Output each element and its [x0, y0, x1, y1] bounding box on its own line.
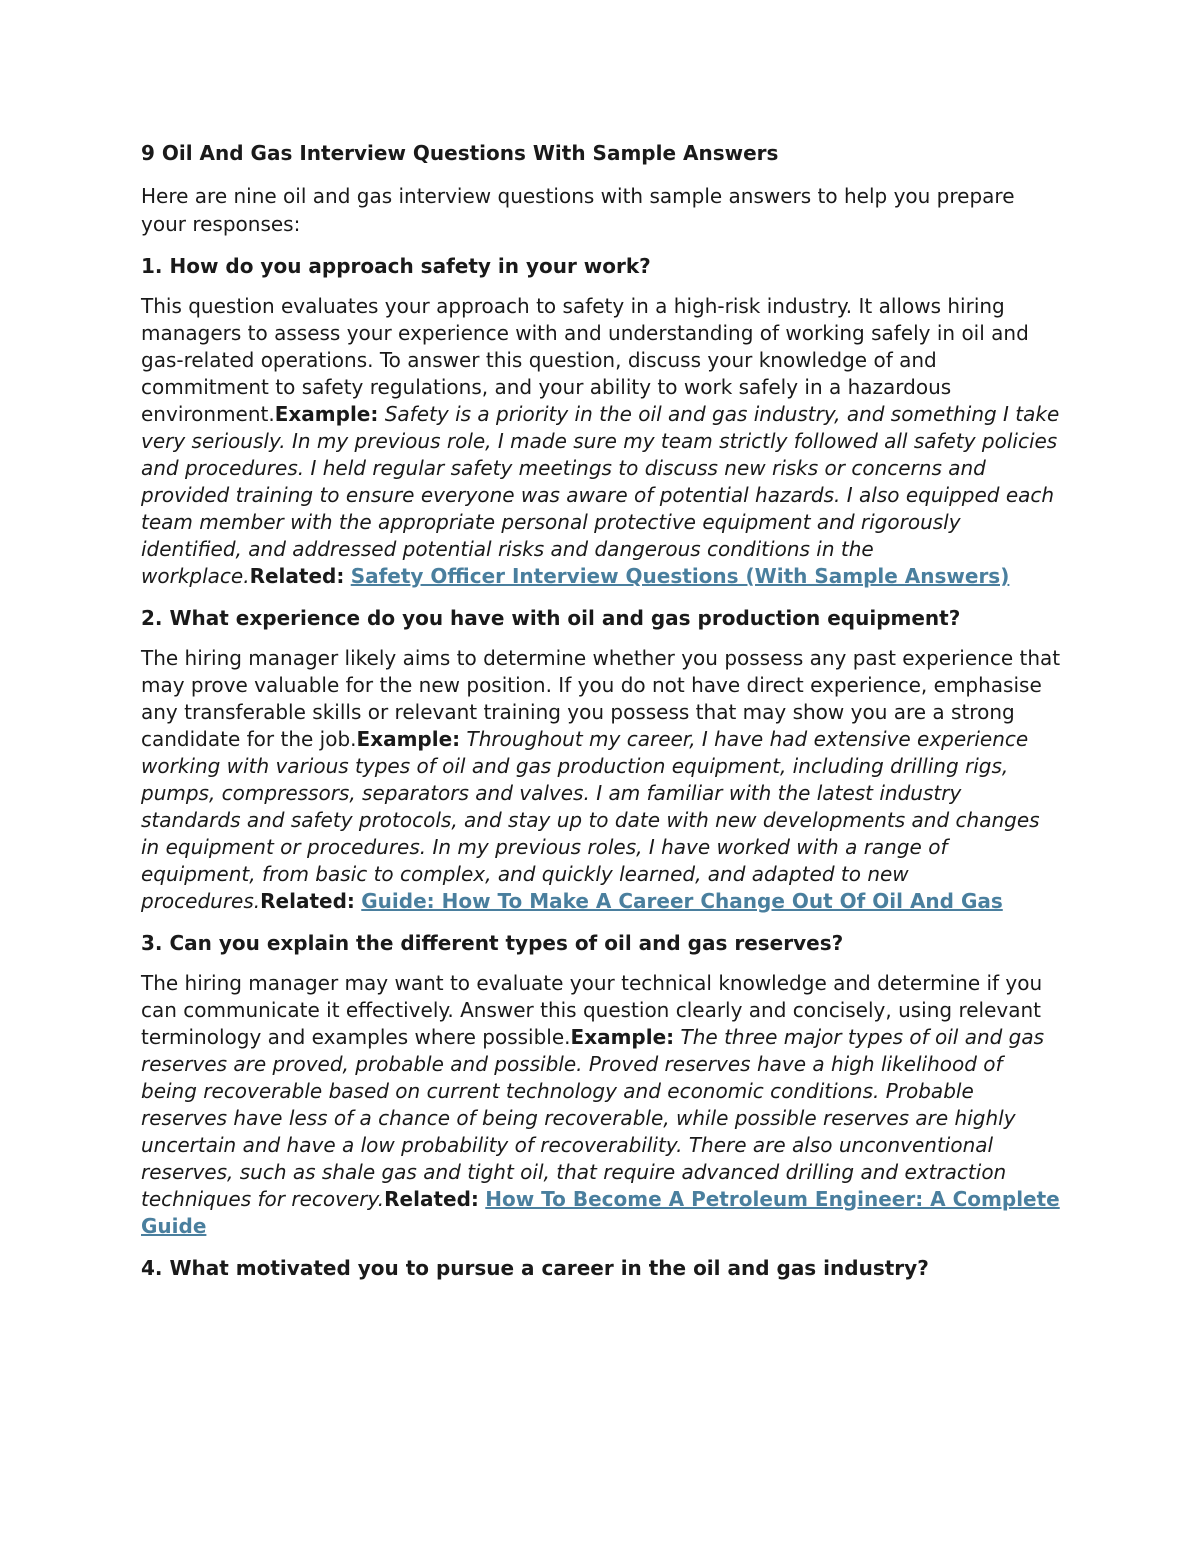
related-label: Related: [249, 564, 345, 588]
question-3-example: The three major types of oil and gas reserves are proved, probable and possible. Proved reserves have a high likelihood of being recoverable based on current technology and economic conditions. Probable reserves have less of a chance of being recoverable, while possible reserves are highly uncertain and have a low probability of recoverability. There are also unconventional reserves, such as shale gas and tight oil, that require advanced drilling and extraction techniques for recovery. [141, 1025, 1045, 1211]
question-2-body [141, 645, 1061, 915]
related-label: Related: [260, 889, 355, 913]
question-2-explanation: The hiring manager likely aims to determine whether you possess any past experience that may prove valuable for the new position. If you do not have direct experience, emphasise any transferable skills or relevant training you possess that may show you are a strong candidate for the job. [141, 646, 1061, 751]
related-link-safety-officer[interactable]: Safety Officer Interview Questions (With Sample Answers) [350, 564, 1010, 588]
question-2-heading: 2. What experience do you have with oil and gas production equipment? [141, 606, 961, 630]
related-label: Related: [384, 1187, 479, 1211]
question-3-body [141, 970, 1061, 1240]
related-link-petroleum-engineer[interactable]: How To Become A Petroleum Engineer: A Complete Guide [141, 1187, 1060, 1238]
example-label: Example: [274, 402, 379, 426]
document-title: 9 Oil And Gas Interview Questions With Sample Answers [141, 141, 779, 165]
question-1-heading: 1. How do you approach safety in your work? [141, 254, 651, 278]
question-1-example: Safety is a priority in the oil and gas industry, and something I take very seriously. In my previous role, I made sure my team strictly followed all safety policies and procedures. I held regular safety meetings to discuss new risks or concerns and provided training to ensure everyone was aware of potential hazards. I also equipped each team member with the appropriate personal protective equipment and rigorously identified, and addressed potential risks and dangerous conditions in the workplace. [141, 402, 1060, 588]
question-4-heading: 4. What motivated you to pursue a career in the oil and gas industry? [141, 1256, 929, 1280]
question-3-explanation: The hiring manager may want to evaluate your technical knowledge and determine if you can communicate it effectively. Answer this question clearly and concisely, using relevant terminology and examples where possible. [141, 971, 1043, 1049]
example-label: Example: [356, 727, 461, 751]
intro-paragraph: Here are nine oil and gas interview questions with sample answers to help you prepare your responses: [141, 184, 1015, 236]
question-2-example: Throughout my career, I have had extensive experience working with various types of oil and gas production equipment, including drilling rigs, pumps, compressors, separators and valves. I am familiar with the latest industry standards and safety protocols, and stay up to date with new developments and changes in equipment or procedures. In my previous roles, I have worked with a range of equipment, from basic to complex, and quickly learned, and adapted to new procedures. [141, 727, 1040, 913]
question-1-body [141, 293, 1061, 590]
document-page [141, 138, 1061, 1295]
question-1-explanation: This question evaluates your approach to safety in a high-risk industry. It allows hiring managers to assess your experience with and understanding of working safely in oil and gas-related operations. To answer this question, discuss your knowledge of and commitment to safety regulations, and your ability to work safely in a hazardous environment. [141, 294, 1029, 426]
example-label: Example: [570, 1025, 675, 1049]
related-link-career-change[interactable]: Guide: How To Make A Career Change Out Of Oil And Gas [361, 889, 1003, 913]
question-3-heading: 3. Can you explain the different types of oil and gas reserves? [141, 931, 844, 955]
